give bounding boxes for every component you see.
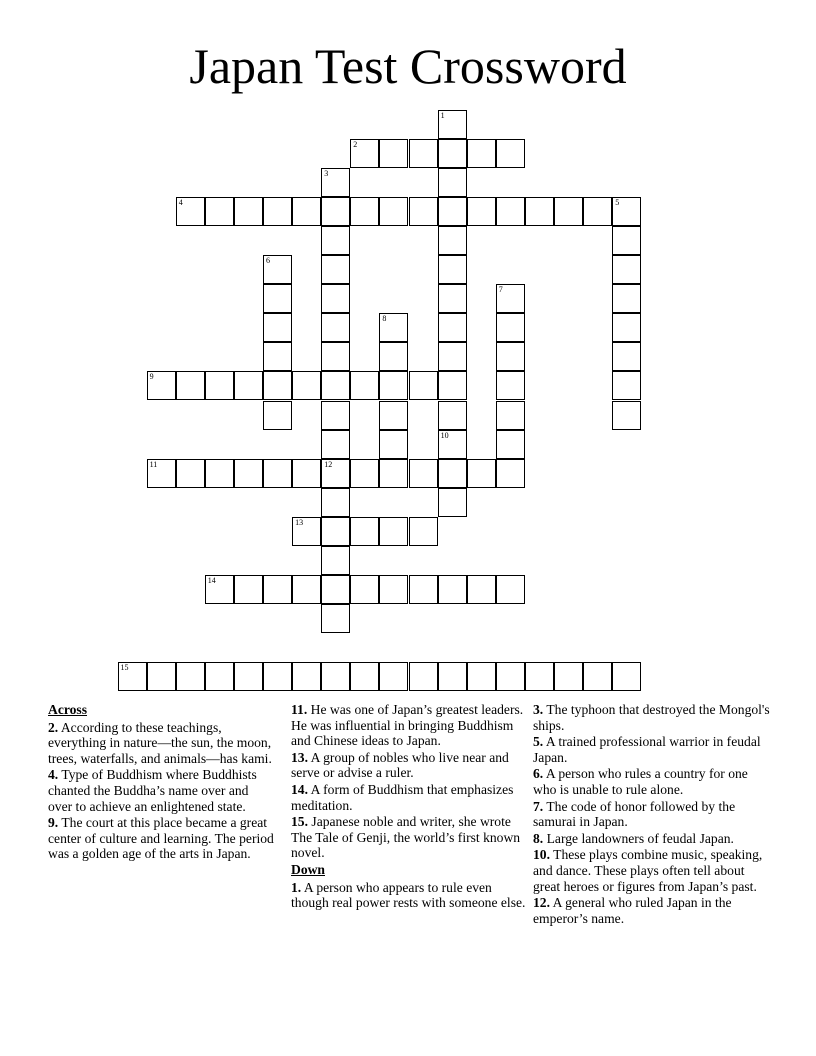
grid-cell[interactable] <box>496 371 525 400</box>
grid-cell[interactable] <box>350 459 379 488</box>
grid-cell[interactable] <box>234 459 263 488</box>
grid-cell[interactable] <box>496 139 525 168</box>
clue-number-label: 7. <box>533 798 544 814</box>
clue-number: 1 <box>440 110 445 120</box>
clue-item <box>291 750 527 781</box>
grid-cell[interactable] <box>612 371 641 400</box>
clue-number: 14 <box>207 576 216 586</box>
grid-cell[interactable] <box>176 371 205 400</box>
grid-cell[interactable] <box>321 401 350 430</box>
grid-cell[interactable] <box>467 575 496 604</box>
grid-cell[interactable] <box>234 662 263 691</box>
grid-cell[interactable] <box>379 197 408 226</box>
grid-cell[interactable] <box>234 371 263 400</box>
grid-cell[interactable] <box>467 139 496 168</box>
grid-cell[interactable] <box>554 662 583 691</box>
grid-cell[interactable] <box>350 371 379 400</box>
grid-cell[interactable] <box>263 255 292 284</box>
grid-cell[interactable] <box>321 197 350 226</box>
grid-cell[interactable] <box>379 459 408 488</box>
grid-cell[interactable] <box>321 255 350 284</box>
grid-cell[interactable] <box>321 371 350 400</box>
grid-cell[interactable] <box>438 342 467 371</box>
grid-cell[interactable] <box>496 459 525 488</box>
across-heading: Across <box>48 702 88 717</box>
clue-text: A trained professional warrior in feudal Japan. <box>533 734 761 765</box>
clue-number-label: 14. <box>291 781 308 797</box>
clue-text: The court at this place became a great center of culture and learning. The period was a golden age of the arts in Japan. <box>48 815 274 862</box>
clue-number: 4 <box>178 197 183 207</box>
grid-cell[interactable] <box>438 430 467 459</box>
grid-cell[interactable] <box>612 342 641 371</box>
grid-cell[interactable] <box>496 575 525 604</box>
grid-cell[interactable] <box>496 313 525 342</box>
grid-cell[interactable] <box>496 662 525 691</box>
grid-cell[interactable] <box>292 575 321 604</box>
clue-number-label: 12. <box>533 895 550 911</box>
clue-number-label: 5. <box>533 734 544 750</box>
grid-cell[interactable] <box>583 662 612 691</box>
grid-cell[interactable] <box>467 197 496 226</box>
grid-cell[interactable] <box>409 517 438 546</box>
clue-text: The code of honor followed by the samurai in Japan. <box>533 798 736 830</box>
clue-text: According to these teachings, everything in nature—the sun, the moon, trees, waterfalls, and animals—has kami. <box>48 719 272 766</box>
grid-cell[interactable] <box>379 313 408 342</box>
clue-number-label: 8. <box>533 830 544 846</box>
clue-number-label: 6. <box>533 766 544 782</box>
grid-cell[interactable] <box>263 662 292 691</box>
grid-cell[interactable] <box>321 662 350 691</box>
clue-number: 8 <box>382 314 387 324</box>
grid-cell[interactable] <box>525 197 554 226</box>
grid-cell[interactable] <box>321 575 350 604</box>
clue-item <box>48 720 274 767</box>
clue-item <box>533 831 773 847</box>
page-title: Japan Test Crossword <box>189 38 627 94</box>
grid-cell[interactable] <box>321 517 350 546</box>
grid-cell[interactable] <box>205 197 234 226</box>
grid-cell[interactable] <box>438 401 467 430</box>
clue-number-label: 13. <box>291 749 308 765</box>
grid-cell[interactable] <box>496 284 525 313</box>
grid-cell[interactable] <box>118 662 147 691</box>
grid-cell[interactable] <box>409 575 438 604</box>
clue-text: Japanese noble and writer, she wrote The Tale of Genji, the world’s first known novel. <box>291 814 521 861</box>
clue-number-label: 4. <box>48 767 59 783</box>
grid-cell[interactable] <box>438 139 467 168</box>
clue-item <box>291 814 527 861</box>
grid-cell[interactable] <box>438 313 467 342</box>
grid-cell[interactable] <box>438 255 467 284</box>
grid-cell[interactable] <box>438 197 467 226</box>
grid-cell[interactable] <box>409 371 438 400</box>
clue-item <box>291 782 527 813</box>
grid-cell[interactable] <box>292 197 321 226</box>
grid-cell[interactable] <box>438 371 467 400</box>
grid-cell[interactable] <box>350 575 379 604</box>
grid-cell[interactable] <box>176 459 205 488</box>
grid-cell[interactable] <box>205 575 234 604</box>
grid-cell[interactable] <box>379 401 408 430</box>
grid-cell[interactable] <box>205 459 234 488</box>
grid-cell[interactable] <box>263 459 292 488</box>
grid-cell[interactable] <box>263 371 292 400</box>
grid-cell[interactable] <box>321 546 350 575</box>
clue-item <box>48 815 274 862</box>
grid-cell[interactable] <box>467 459 496 488</box>
grid-cell[interactable] <box>147 459 176 488</box>
grid-cell[interactable] <box>379 430 408 459</box>
clue-number: 13 <box>295 517 304 527</box>
grid-cell[interactable] <box>350 139 379 168</box>
grid-cell[interactable] <box>205 662 234 691</box>
grid-cell[interactable] <box>147 371 176 400</box>
grid-cell[interactable] <box>612 284 641 313</box>
clue-number: 11 <box>149 459 158 469</box>
grid-cell[interactable] <box>379 342 408 371</box>
grid-cell[interactable] <box>409 662 438 691</box>
grid-cell[interactable] <box>321 459 350 488</box>
clue-item <box>533 895 773 926</box>
grid-cell[interactable] <box>554 197 583 226</box>
grid-cell[interactable] <box>350 197 379 226</box>
grid-cell[interactable] <box>292 517 321 546</box>
grid-cell[interactable] <box>263 575 292 604</box>
grid-cell[interactable] <box>438 575 467 604</box>
grid-cell[interactable] <box>263 197 292 226</box>
clue-number: 6 <box>266 256 270 265</box>
grid-cell[interactable] <box>321 430 350 459</box>
grid-cell[interactable] <box>438 662 467 691</box>
clue-number: 15 <box>120 663 129 673</box>
grid-cell[interactable] <box>612 401 641 430</box>
grid-cell[interactable] <box>612 226 641 255</box>
grid-cell[interactable] <box>612 255 641 284</box>
clue-item <box>291 880 527 911</box>
clue-text: The typhoon that destroyed the Mongol's ships. <box>533 702 770 733</box>
grid-cell[interactable] <box>409 459 438 488</box>
down-heading: Down <box>291 861 325 877</box>
grid-cell[interactable] <box>438 459 467 488</box>
grid-cell[interactable] <box>321 284 350 313</box>
clue-text: Large landowners of feudal Japan. <box>546 830 734 846</box>
clue-text: A person who appears to rule even though real power rests with someone else. <box>291 879 526 911</box>
clue-number-label: 2. <box>48 719 59 735</box>
clue-number: 3 <box>324 168 329 178</box>
clue-number-label: 1. <box>291 879 302 895</box>
grid-cell[interactable] <box>350 662 379 691</box>
grid-cell[interactable] <box>321 488 350 517</box>
clue-item <box>533 799 773 830</box>
clue-column-3 <box>533 702 773 927</box>
grid-cell[interactable] <box>409 197 438 226</box>
grid-cell[interactable] <box>176 197 205 226</box>
grid-cell[interactable] <box>205 371 234 400</box>
grid-cell[interactable] <box>612 662 641 691</box>
clue-item <box>291 702 527 749</box>
grid-cell[interactable] <box>263 342 292 371</box>
grid-cell[interactable] <box>438 488 467 517</box>
grid-cell[interactable] <box>321 342 350 371</box>
grid-cell[interactable] <box>263 401 292 430</box>
clue-text: A group of nobles who live near and serve or advise a ruler. <box>291 749 509 781</box>
clue-text: These plays combine music, speaking, and dance. These plays often tell about great heroes or figures from Japan’s past. <box>533 847 763 894</box>
grid-cell[interactable] <box>147 662 176 691</box>
grid-cell[interactable] <box>496 342 525 371</box>
grid-cell[interactable] <box>379 662 408 691</box>
clue-number-label: 9. <box>48 815 59 831</box>
clue-text: Type of Buddhism where Buddhists chanted the Buddha’s name over and over to achieve an enlightened state. <box>48 767 257 814</box>
grid-cell[interactable] <box>176 662 205 691</box>
grid-cell[interactable] <box>292 662 321 691</box>
clue-number: 7 <box>498 285 503 295</box>
grid-cell[interactable] <box>263 313 292 342</box>
clue-number: 12 <box>324 459 333 469</box>
grid-cell[interactable] <box>292 459 321 488</box>
grid-cell[interactable] <box>438 168 467 197</box>
grid-cell[interactable] <box>234 575 263 604</box>
clue-number: 9 <box>149 372 154 382</box>
grid-cell[interactable] <box>612 313 641 342</box>
grid-cell[interactable] <box>525 662 554 691</box>
clue-number-label: 10. <box>533 847 550 863</box>
grid-cell[interactable] <box>263 284 292 313</box>
grid-cell[interactable] <box>321 226 350 255</box>
clue-text: A person who rules a country for one who is unable to rule alone. <box>533 766 748 797</box>
grid-cell[interactable] <box>438 110 467 139</box>
clue-number-label: 11. <box>291 702 308 717</box>
clue-number: 5 <box>615 197 620 207</box>
grid-cell[interactable] <box>292 371 321 400</box>
grid-cell[interactable] <box>234 197 263 226</box>
clue-number: 10 <box>440 430 449 440</box>
grid-cell[interactable] <box>379 371 408 400</box>
clue-number-label: 15. <box>291 814 308 830</box>
grid-cell[interactable] <box>379 139 408 168</box>
grid-cell[interactable] <box>321 313 350 342</box>
grid-cell[interactable] <box>379 575 408 604</box>
clue-text: He was one of Japan’s greatest leaders. He was influential in bringing Buddhism and Chinese ideas to Japan. <box>291 702 524 749</box>
clue-text: A form of Buddhism that emphasizes meditation. <box>291 781 514 813</box>
grid-cell[interactable] <box>612 197 641 226</box>
clue-item <box>533 766 773 797</box>
clue-number: 2 <box>353 139 358 149</box>
clue-item <box>533 734 773 765</box>
clue-column-1 <box>48 702 274 863</box>
grid-cell[interactable] <box>379 517 408 546</box>
grid-cell[interactable] <box>321 604 350 633</box>
grid-cell[interactable] <box>496 197 525 226</box>
grid-cell[interactable] <box>583 197 612 226</box>
clue-item <box>533 847 773 894</box>
grid-cell[interactable] <box>467 662 496 691</box>
clue-number-label: 3. <box>533 702 544 717</box>
grid-cell[interactable] <box>496 401 525 430</box>
grid-cell[interactable] <box>438 226 467 255</box>
grid-cell[interactable] <box>409 139 438 168</box>
grid-cell[interactable] <box>496 430 525 459</box>
clue-column-2 <box>291 702 527 912</box>
clue-item <box>533 702 773 733</box>
grid-cell[interactable] <box>438 284 467 313</box>
clue-text: A general who ruled Japan in the emperor’s name. <box>533 895 732 926</box>
clue-item <box>48 767 274 814</box>
grid-cell[interactable] <box>321 168 350 197</box>
grid-cell[interactable] <box>350 517 379 546</box>
